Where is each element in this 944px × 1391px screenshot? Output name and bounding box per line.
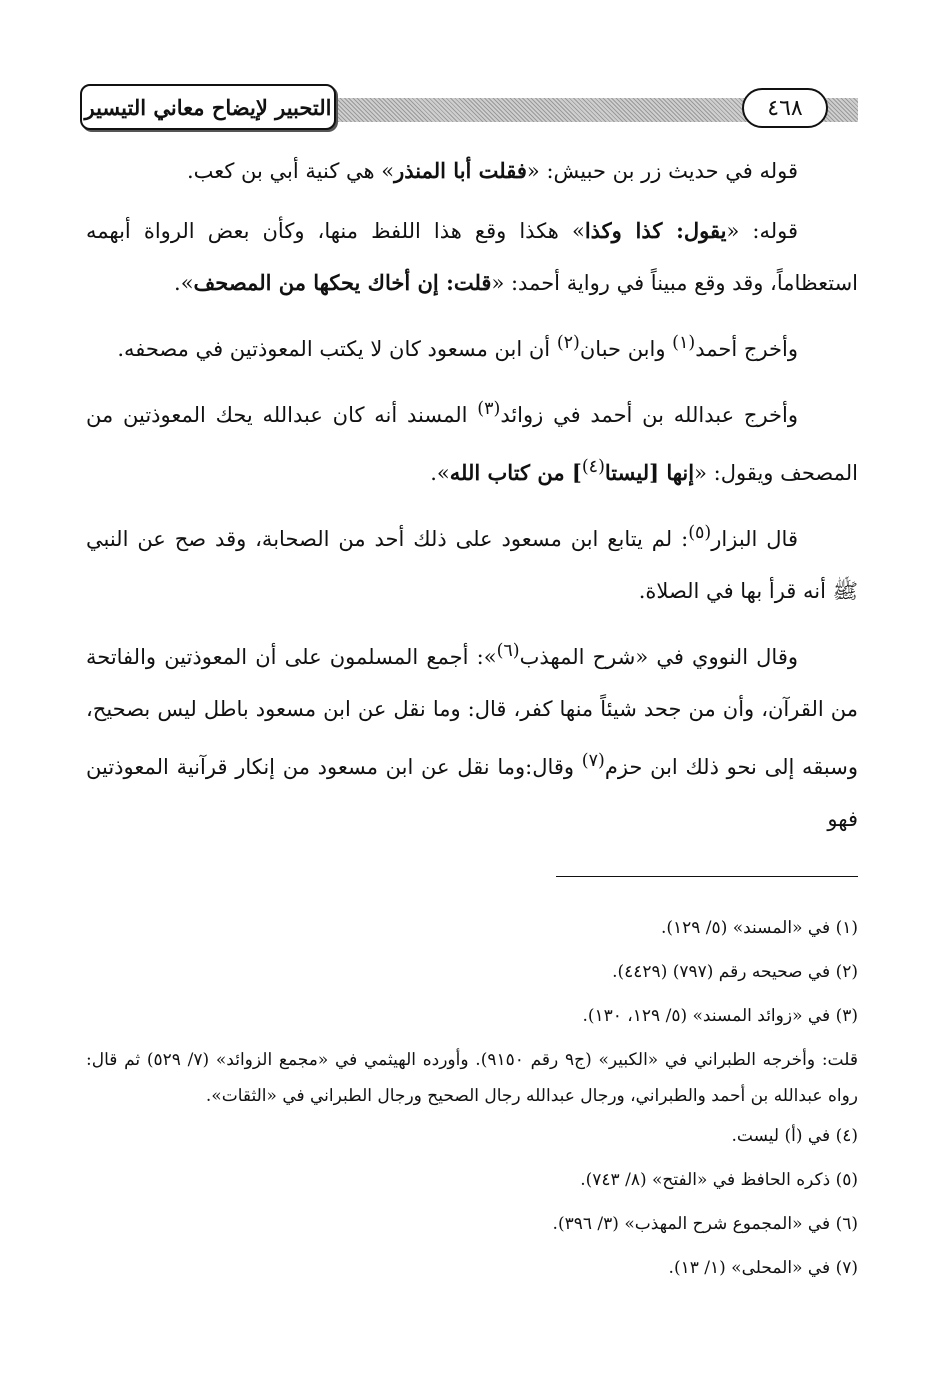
footnotes [86, 906, 858, 1290]
paragraph: وأخرج عبدالله بن أحمد في زوائد$^{(٣)}$ المسند أنه كان عبدالله يحك المعوذتين من المصحف ويقول: «إنها [ليستا$^{(٤)}$] من كتاب الله». [86, 399, 858, 485]
paragraph: قوله في حديث زر بن حبيش: «فقلت أبا المنذر» هي كنية أبي بن كعب. [186, 158, 798, 183]
page-header [80, 84, 858, 132]
page-number-badge [742, 88, 828, 128]
footnote: (٤) في (أ) ليست. [731, 1126, 858, 1146]
book-title: التحبير لإيضاح معاني التيسير [84, 94, 332, 120]
footnote-separator [556, 876, 858, 877]
footnote-ref: (٤) [581, 457, 605, 477]
footnote-ref: (٢) [556, 333, 580, 353]
paragraph: وقال النووي في «شرح المهذب$^{(٦)}$»: أجمع المسلمون على أن المعوذتين والفاتحة من القرآن، وأن من جحد شيئاً منها كفر، قال: وما نقل عن ابن مسعود باطل ليس بصحيح، وسبقه إلى نحو ذلك ابن حزم$^{(٧)}$ وقال:وما نقل عن ابن مسعود من إنكار قرآنية المعوذتين فهو [86, 641, 858, 831]
footnote-ref: (٦) [496, 641, 520, 661]
footnote: (٦) في «المجموع شرح المهذب» (٣/ ٣٩٦). [552, 1214, 858, 1234]
book-title-box [80, 84, 336, 130]
footnote-ref: (٧) [581, 751, 605, 771]
paragraph: وأخرج أحمد$^{(١)}$ وابن حبان$^{(٢)}$ أن ابن مسعود كان لا يكتب المعوذتين في مصحفه. [117, 333, 798, 361]
footnote-ref: (١) [672, 333, 696, 353]
footnote: (٧) في «المحلى» (١/ ١٣). [668, 1258, 858, 1278]
footnote: (٥) ذكره الحافظ في «الفتح» (٨/ ٧٤٣). [580, 1170, 858, 1190]
footnote: (٣) في «زوائد المسند» (٥/ ١٢٩، ١٣٠). [582, 1006, 858, 1026]
main-text [86, 145, 858, 853]
footnote-ref: (٥) [688, 523, 712, 543]
page-number: ٤٦٨ [767, 95, 803, 121]
footnote: (٢) في صحيحه رقم (٧٩٧) (٤٤٢٩). [612, 962, 858, 982]
footnote-continuation: قلت: وأخرجه الطبراني في «الكبير» (ج٩ رقم ٩١٥٠). وأورده الهيثمي في «مجمع الزوائد» (٧/ ٥٢٩) ثم قال: رواه عبدالله بن أحمد والطبراني، ورجال عبدالله رجال الصحيح ورجال الطبراني في «الثقات». [86, 1050, 859, 1106]
paragraph: قال البزار$^{(٥)}$: لم يتابع ابن مسعود على ذلك أحد من الصحابة، وقد صح عن النبي ﷺ أنه قرأ بها في الصلاة. [86, 523, 858, 603]
paragraph: قوله: «يقول: كذا وكذا» هكذا وقع هذا اللفظ منها، وكأن بعض الرواة أبهمه استعظاماً، وقد وقع مبيناً في رواية أحمد: «قلت: إن أخاك يحكها من المصحف». [86, 218, 858, 295]
footnote: (١) في «المسند» (٥/ ١٢٩). [660, 918, 858, 938]
footnote-ref: (٣) [477, 399, 501, 419]
